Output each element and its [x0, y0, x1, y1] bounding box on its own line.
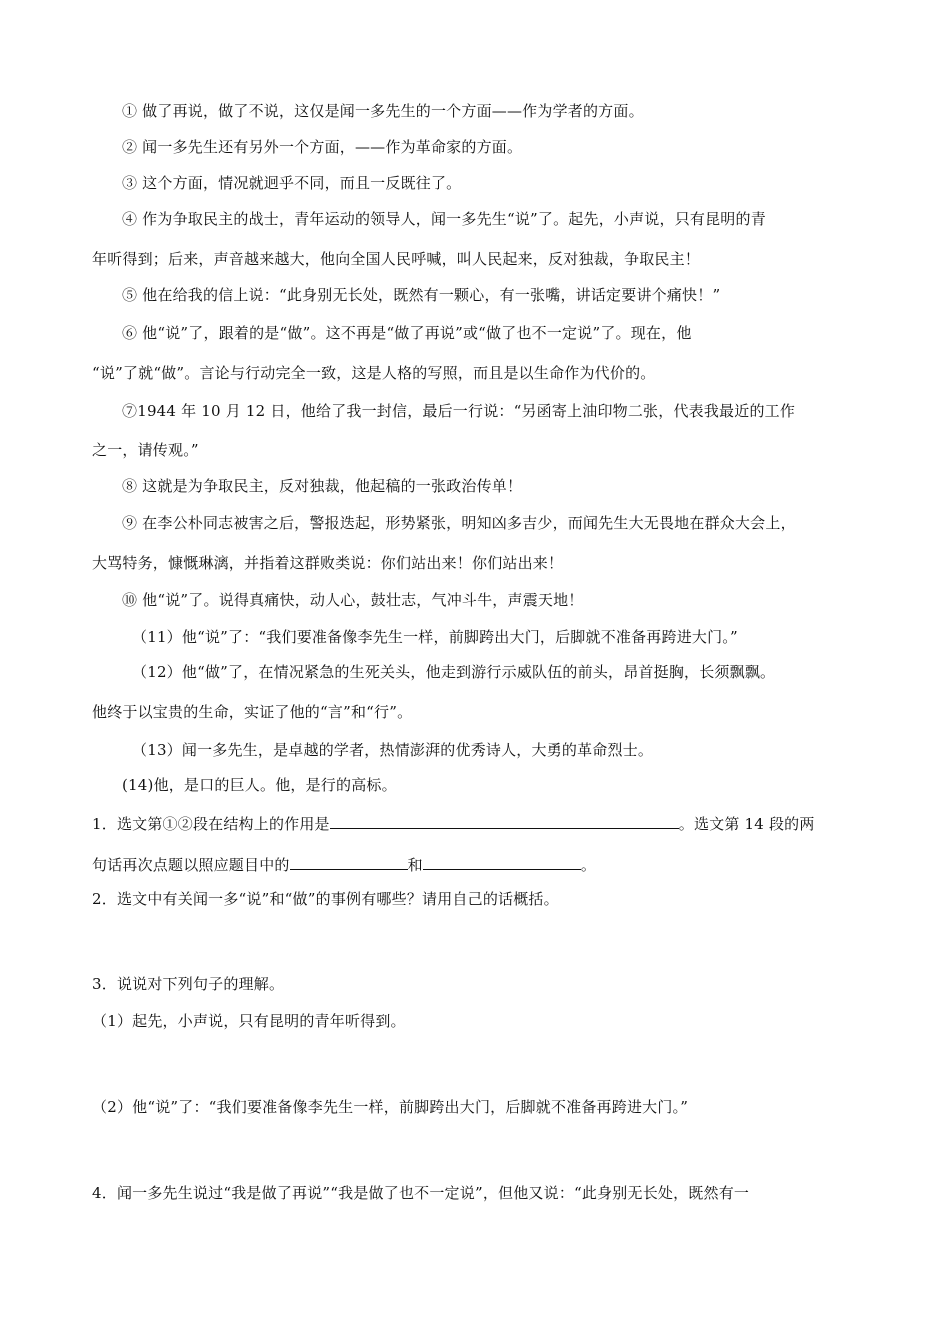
- paragraph-13: （13）闻一多先生，是卓越的学者，热情澎湃的优秀诗人，大勇的革命烈士。: [132, 741, 654, 759]
- paragraph-9-line-1: ⑨ 在李公朴同志被害之后，警报迭起，形势紧张，明知凶多吉少，而闻先生大无畏地在群众大会上，: [122, 514, 796, 532]
- paragraph-3: ③ 这个方面，情况就迥乎不同，而且一反既往了。: [122, 174, 462, 192]
- paragraph-10: ⑩ 他“说”了。说得真痛快，动人心，鼓壮志，气冲斗牛，声震天地！: [122, 591, 584, 609]
- answer-blank-1[interactable]: [330, 812, 679, 829]
- question-2: 2．选文中有关闻一多“说”和“做”的事例有哪些？请用自己的话概括。: [92, 890, 559, 908]
- paragraph-7-line-2: 之一，请传观。”: [92, 441, 199, 459]
- question-1-text-e: 。: [580, 856, 597, 874]
- question-4: 4．闻一多先生说过“我是做了再说”“我是做了也不一定说”，但他又说：“此身别无长处，既然有一: [92, 1184, 750, 1202]
- answer-blank-3[interactable]: [423, 853, 581, 870]
- question-1-text-a: 1．选文第①②段在结构上的作用是: [92, 815, 330, 833]
- question-3: 3．说说对下列句子的理解。: [92, 975, 285, 993]
- paragraph-4-line-2: 年听得到；后来，声音越来越大，他向全国人民呼喊，叫人民起来，反对独裁，争取民主！: [92, 250, 701, 268]
- paragraph-4-line-1: ④ 作为争取民主的战士，青年运动的领导人，闻一多先生“说”了。起先，小声说，只有昆明的青: [122, 210, 766, 228]
- paragraph-14: (14)他，是口的巨人。他，是行的高标。: [122, 776, 397, 794]
- paragraph-6-line-1: ⑥ 他“说”了，跟着的是“做”。这不再是“做了再说”或“做了也不一定说”了。现在，他: [122, 324, 692, 342]
- paragraph-8: ⑧ 这就是为争取民主，反对独裁，他起稿的一张政治传单！: [122, 477, 523, 495]
- paragraph-6-line-2: “说”了就“做”。言论与行动完全一致，这是人格的写照，而且是以生命作为代价的。: [92, 364, 656, 382]
- paragraph-12-line-2: 他终于以宝贵的生命，实证了他的“言”和“行”。: [92, 703, 413, 721]
- question-3-item-2: （2）他“说”了：“我们要准备像李先生一样，前脚跨出大门，后脚就不准备再跨进大门。”: [92, 1098, 689, 1116]
- paragraph-2: ② 闻一多先生还有另外一个方面，——作为革命家的方面。: [122, 138, 523, 156]
- paragraph-9-line-2: 大骂特务，慷慨琳漓，并指着这群败类说：你们站出来！你们站出来！: [92, 554, 564, 572]
- paragraph-12-line-1: （12）他“做”了，在情况紧急的生死关头，他走到游行示威队伍的前头，昂首挺胸，长须飘飘。: [132, 663, 776, 681]
- paragraph-5: ⑤ 他在给我的信上说：“此身别无长处，既然有一颗心，有一张嘴，讲话定要讲个痛快！”: [122, 286, 721, 304]
- question-1-text-d: 和: [407, 856, 423, 874]
- paragraph-1: ① 做了再说，做了不说，这仅是闻一多先生的一个方面——作为学者的方面。: [122, 102, 644, 120]
- answer-blank-2[interactable]: [290, 853, 408, 870]
- question-1-line-1: [92, 812, 815, 834]
- question-1-text-b: 。选文第 14 段的两: [678, 815, 815, 833]
- question-1-text-c: 句话再次点题以照应题目中的: [92, 856, 290, 874]
- question-1-line-2: [92, 853, 596, 875]
- question-3-item-1: （1）起先，小声说，只有昆明的青年听得到。: [92, 1012, 406, 1030]
- paragraph-7-line-1: ⑦1944 年 10 月 12 日，他给了我一封信，最后一行说：“另函寄上油印物二张，代表我最近的工作: [122, 402, 796, 420]
- paragraph-11: （11）他“说”了：“我们要准备像李先生一样，前脚跨出大门，后脚就不准备再跨进大门。”: [132, 628, 738, 646]
